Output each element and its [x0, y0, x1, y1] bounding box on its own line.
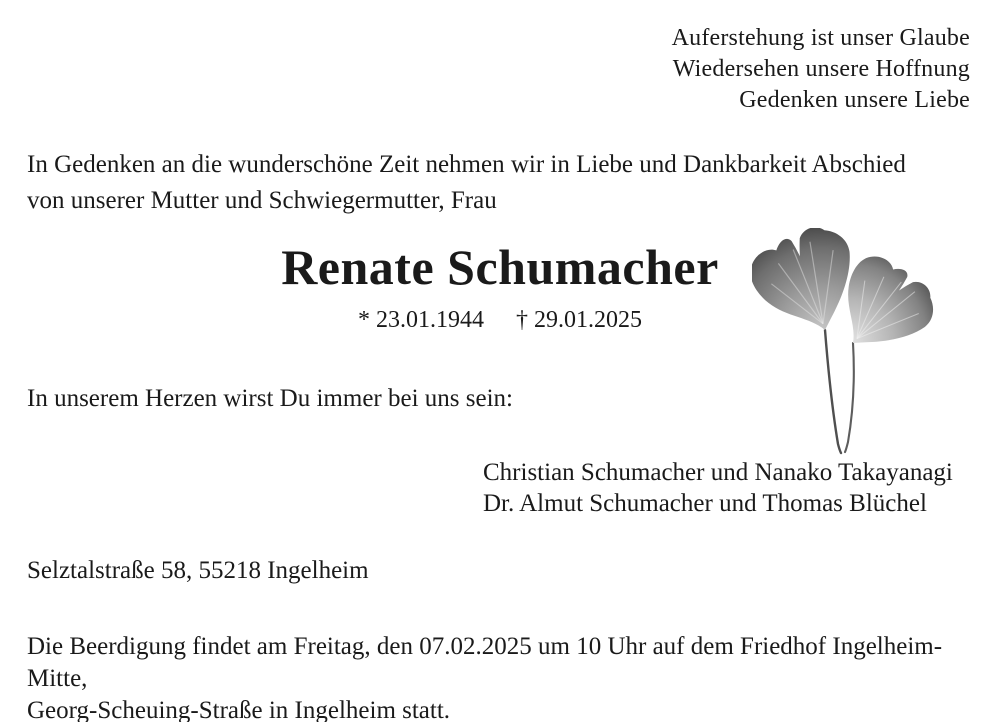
ginkgo-leaves-illustration [752, 228, 947, 456]
funeral-line-2: Georg-Scheuing-Straße in Ingelheim statt. [27, 697, 451, 722]
mourner-line-2: Dr. Almut Schumacher und Thomas Blüchel [483, 490, 927, 517]
mourner-line-1: Christian Schumacher und Nanako Takayanagi [483, 459, 953, 486]
intro-line-1: In Gedenken an die wunderschöne Zeit nehmen wir in Liebe und Dankbarkeit Abschied [27, 151, 906, 178]
birth-date: * 23.01.1944 [358, 307, 484, 333]
motto-block [672, 23, 970, 116]
intro-text [27, 147, 977, 219]
mourners-block [483, 457, 953, 519]
ginkgo-leaves-icon [752, 228, 947, 456]
address-text: Selztalstraße 58, 55218 Ingelheim [27, 557, 369, 584]
motto-line-1: Auferstehung ist unser Glaube [671, 25, 970, 51]
funeral-info-text [27, 631, 982, 722]
remembrance-text: In unserem Herzen wirst Du immer bei uns sein: [27, 385, 513, 412]
funeral-line-1: Die Beerdigung findet am Freitag, den 07.02.2025 um 10 Uhr auf dem Friedhof Ingelheim-Mitte, [27, 633, 943, 692]
death-date: † 29.01.2025 [516, 307, 642, 333]
deceased-name: Renate Schumacher [281, 239, 719, 295]
motto-line-2: Wiedersehen unsere Hoffnung [672, 56, 970, 82]
intro-line-2: von unserer Mutter und Schwiegermutter, Frau [27, 187, 497, 214]
motto-line-3: Gedenken unsere Liebe [739, 87, 970, 113]
